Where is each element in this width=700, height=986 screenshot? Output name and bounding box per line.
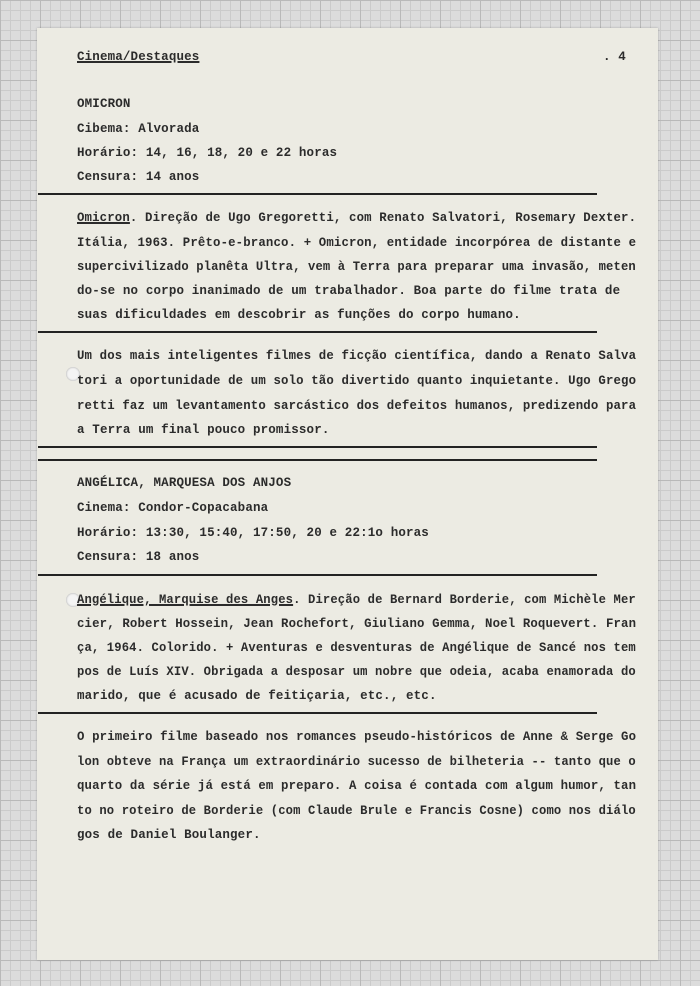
synopsis-line: suas dificuldades em descobrir as funções do corpo humano. xyxy=(77,308,521,322)
film-cinema: Cinema: Condor-Copacabana xyxy=(77,501,269,515)
synopsis-line: ça, 1964. Colorido. + Aventuras e desventuras de Angélique de Sancé nos tem xyxy=(77,641,636,655)
film-title: ANGÉLICA, MARQUESA DOS ANJOS xyxy=(77,476,292,490)
divider-rule xyxy=(38,446,597,448)
review-line: to no roteiro de Borderie (com Claude Brule e Francis Cosne) como nos diálo xyxy=(77,804,636,818)
film-showtimes: Horário: 14, 16, 18, 20 e 22 horas xyxy=(77,146,338,160)
film-showtimes: Horário: 13:30, 15:40, 17:50, 20 e 22:1o horas xyxy=(77,526,429,540)
divider-rule xyxy=(38,459,597,461)
film-title: OMICRON xyxy=(77,97,131,111)
review-line: lon obteve na França um extraordinário sucesso de bilheteria -- tanto que o xyxy=(77,755,636,769)
synopsis-line: cier, Robert Hossein, Jean Rochefort, Giuliano Gemma, Noel Roquevert. Fran xyxy=(77,617,637,631)
review-line: tori a oportunidade de um solo tão divertido quanto inquietante. Ugo Grego xyxy=(77,374,637,388)
film-censorship: Censura: 18 anos xyxy=(77,550,200,564)
synopsis-line: Angélique, Marquise des Anges. Direção de Bernard Borderie, com Michèle Mer xyxy=(77,593,636,607)
divider-rule xyxy=(38,331,597,333)
synopsis-line: Itália, 1963. Prêto-e-branco. + Omicron, entidade incorpórea de distante e xyxy=(77,236,637,250)
review-line: Um dos mais inteligentes filmes de ficção científica, dando a Renato Salva xyxy=(77,349,637,363)
review-line: quarto da série já está em preparo. A coisa é contada com algum humor, tan xyxy=(77,779,637,793)
synopsis-line: supercivilizado planêta Ultra, vem à Terra para preparar uma invasão, meten xyxy=(77,260,636,274)
synopsis-line: Omicron. Direção de Ugo Gregoretti, com Renato Salvatori, Rosemary Dexter. xyxy=(77,211,637,225)
divider-rule xyxy=(38,574,597,576)
divider-rule xyxy=(38,712,597,714)
synopsis-line: marido, que é acusado de feitiçaria, etc., etc. xyxy=(77,689,437,703)
review-line: a Terra um final pouco promissor. xyxy=(77,423,330,437)
film-cinema: Cibema: Alvorada xyxy=(77,122,200,136)
review-line: gos de Daniel Boulanger. xyxy=(77,828,261,842)
review-line: retti faz um levantamento sarcástico dos defeitos humanos, predizendo para xyxy=(77,399,637,413)
review-line: O primeiro filme baseado nos romances pseudo-históricos de Anne & Serge Go xyxy=(77,730,637,744)
original-title: Omicron xyxy=(77,211,130,225)
original-title: Angélique, Marquise des Anges xyxy=(77,593,294,607)
divider-rule xyxy=(38,193,597,195)
page-number: . 4 xyxy=(603,50,626,64)
synopsis-line: pos de Luís XIV. Obrigada a desposar um nobre que odeia, acaba enamorada do xyxy=(77,665,636,679)
synopsis-line: do-se no corpo inanimado de um trabalhador. Boa parte do filme trata de xyxy=(77,284,621,298)
typewritten-page xyxy=(37,28,658,960)
section-header: Cinema/Destaques xyxy=(77,50,200,64)
film-censorship: Censura: 14 anos xyxy=(77,170,200,184)
